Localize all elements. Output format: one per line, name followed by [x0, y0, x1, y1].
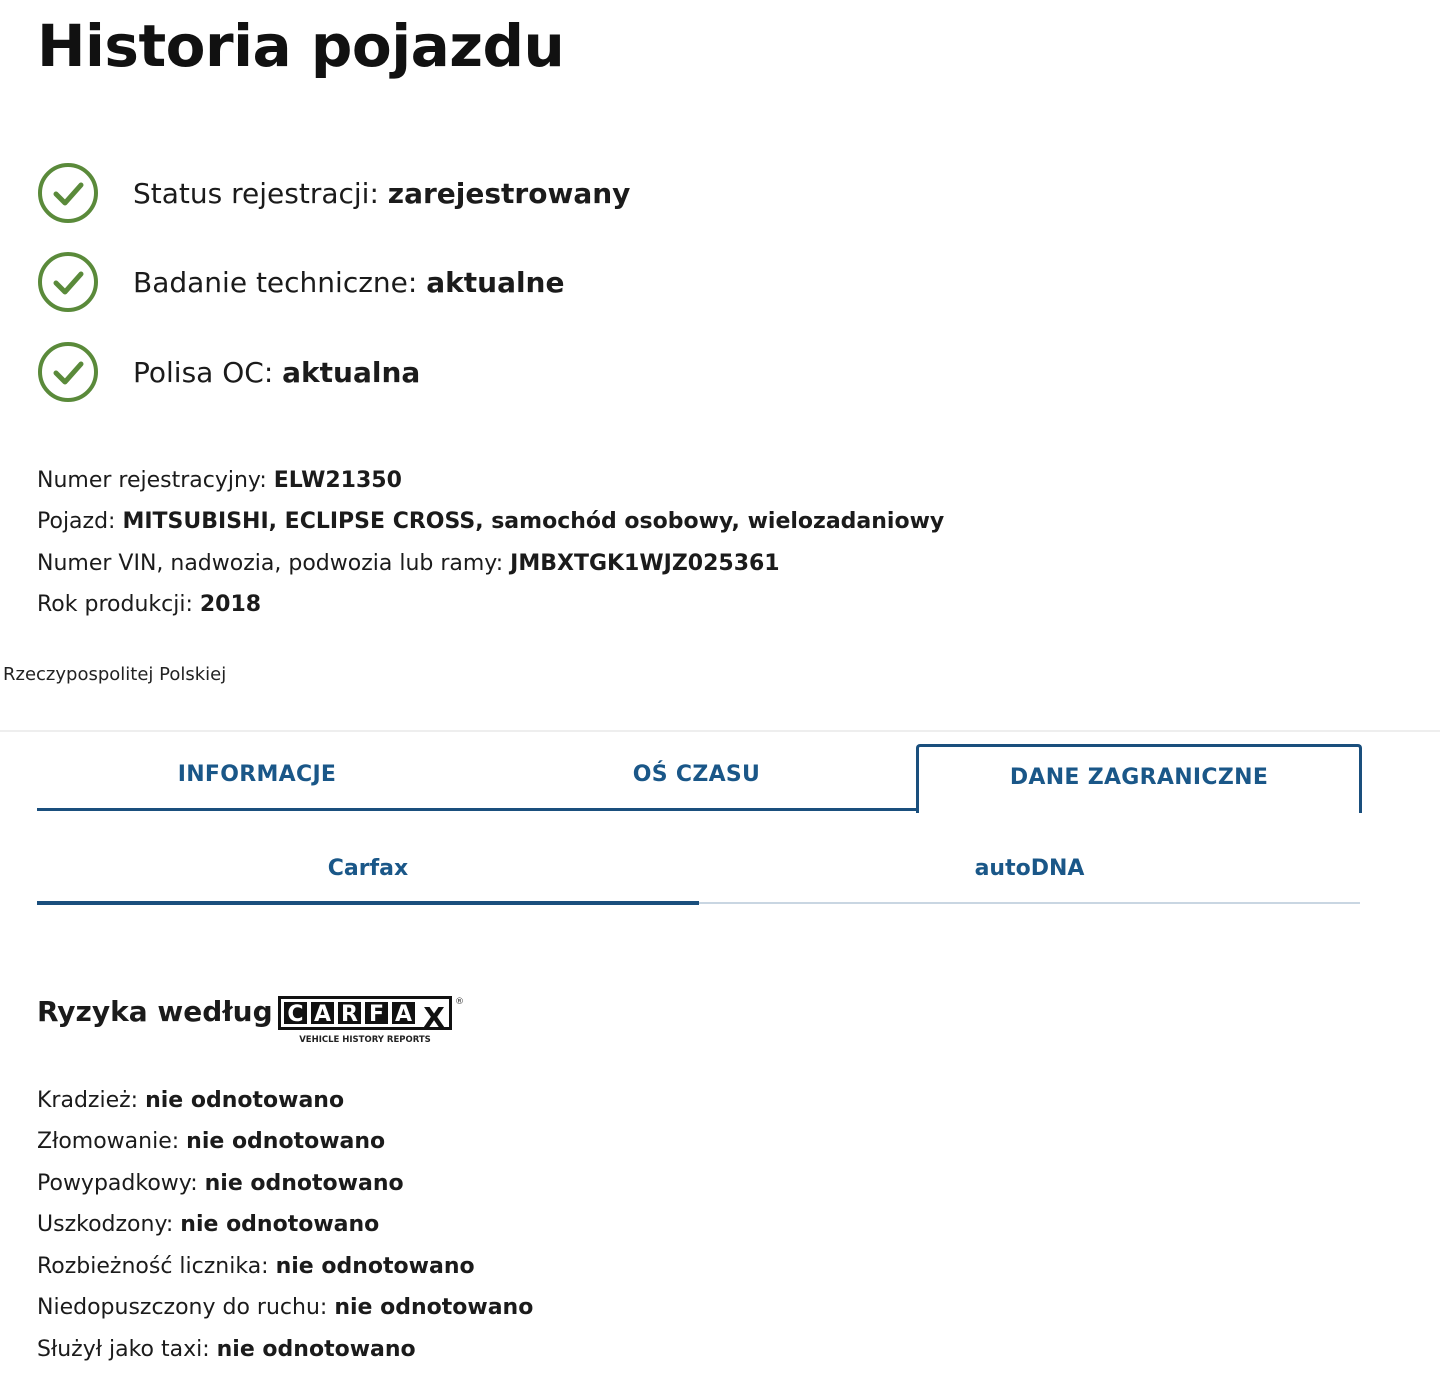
tab-os-czasu[interactable]: OŚ CZASU	[632, 762, 761, 787]
section-divider	[0, 730, 1440, 732]
risk-label: Uszkodzony:	[37, 1212, 174, 1237]
check-circle-icon	[37, 162, 99, 224]
svg-text:F: F	[368, 1002, 385, 1027]
svg-text:R: R	[341, 1002, 358, 1027]
subtab-autodna[interactable]: autoDNA	[974, 856, 1085, 881]
info-value: MITSUBISHI, ECLIPSE CROSS, samochód osobowy, wielozadaniowy	[122, 509, 945, 534]
subtab-carfax[interactable]: Carfax	[327, 856, 409, 881]
risk-value: nie odnotowano	[186, 1129, 386, 1154]
info-value: JMBXTGK1WJZ025361	[510, 551, 780, 576]
status-text	[133, 266, 564, 299]
info-value: 2018	[199, 592, 262, 617]
svg-text:VEHICLE HISTORY REPORTS: VEHICLE HISTORY REPORTS	[299, 1035, 431, 1045]
svg-text:A: A	[313, 1002, 332, 1027]
risk-item	[37, 1295, 533, 1320]
risk-value: nie odnotowano	[216, 1337, 416, 1362]
svg-text:®: ®	[455, 997, 464, 1007]
risk-label: Powypadkowy:	[37, 1171, 198, 1196]
risk-item	[37, 1171, 404, 1196]
risk-item	[37, 1129, 385, 1154]
subtab-line-active	[37, 901, 699, 905]
check-circle-icon	[37, 251, 99, 313]
tab-dane-zagraniczne[interactable]: DANE ZAGRANICZNE	[1009, 765, 1269, 790]
svg-text:C: C	[287, 1002, 304, 1027]
status-label: Status rejestracji:	[133, 176, 379, 210]
risk-label: Rozbieżność licznika:	[37, 1254, 269, 1279]
risk-label: Niedopuszczony do ruchu:	[37, 1295, 328, 1320]
risk-label: Złomowanie:	[37, 1129, 180, 1154]
risk-value: nie odnotowano	[145, 1088, 345, 1113]
svg-text:A: A	[394, 1002, 413, 1027]
risk-item	[37, 1088, 344, 1113]
tabs-underline	[37, 808, 917, 811]
info-label: Numer VIN, nadwozia, podwozia lub ramy:	[37, 551, 504, 576]
vehicle-model	[37, 509, 944, 534]
status-insurance	[37, 341, 420, 403]
risk-value: nie odnotowano	[334, 1295, 534, 1320]
status-label: Polisa OC:	[133, 355, 274, 389]
info-label: Pojazd:	[37, 509, 116, 534]
footer-note: Rzeczypospolitej Polskiej	[3, 664, 227, 685]
info-label: Rok produkcji:	[37, 592, 193, 617]
risk-item	[37, 1337, 416, 1362]
risk-label: Służył jako taxi:	[37, 1337, 210, 1362]
risk-item	[37, 1254, 475, 1279]
subtab-line-inactive	[699, 902, 1360, 904]
status-label: Badanie techniczne:	[133, 265, 418, 299]
vehicle-vin	[37, 551, 780, 576]
vehicle-registration-number	[37, 468, 402, 493]
vehicle-production-year	[37, 592, 261, 617]
status-inspection	[37, 251, 564, 313]
status-value: aktualna	[282, 355, 421, 389]
status-text	[133, 177, 630, 210]
risk-value: nie odnotowano	[204, 1171, 404, 1196]
risk-item	[37, 1212, 379, 1237]
info-label: Numer rejestracyjny:	[37, 468, 267, 493]
carfax-logo	[278, 994, 468, 1046]
status-text	[133, 356, 420, 389]
svg-text:X: X	[423, 1001, 445, 1034]
tab-informacje[interactable]: INFORMACJE	[177, 762, 337, 787]
risk-value: nie odnotowano	[275, 1254, 475, 1279]
risk-heading: Ryzyka według	[37, 995, 273, 1028]
status-value: zarejestrowany	[387, 176, 631, 210]
info-value: ELW21350	[273, 468, 402, 493]
status-registration	[37, 162, 630, 224]
risk-value: nie odnotowano	[180, 1212, 380, 1237]
check-circle-icon	[37, 341, 99, 403]
risk-label: Kradzież:	[37, 1088, 139, 1113]
status-value: aktualne	[426, 265, 565, 299]
page-title: Historia pojazdu	[37, 12, 565, 80]
